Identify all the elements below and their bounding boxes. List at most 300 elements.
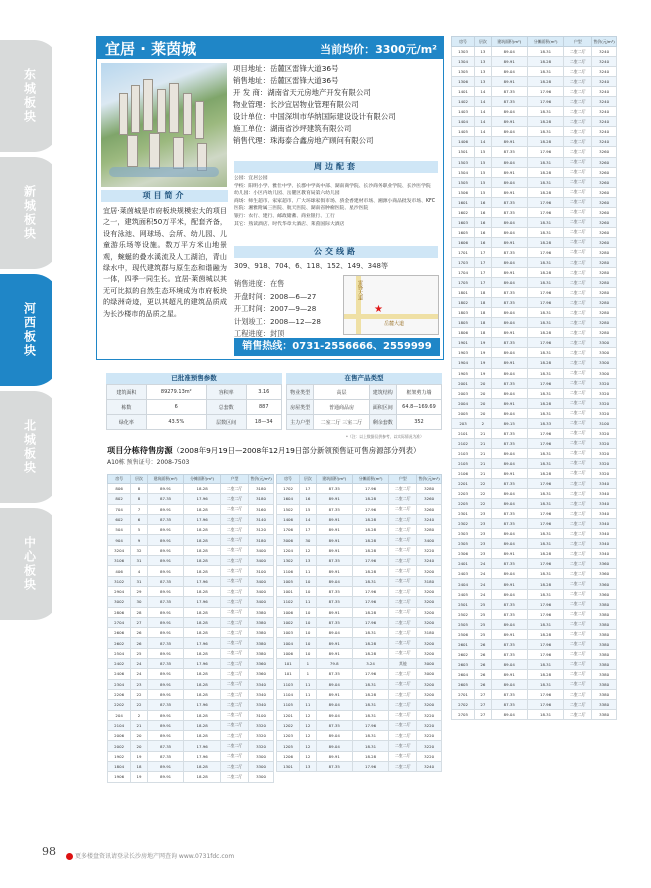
table-cell: 二室二厅: [220, 751, 248, 761]
table-cell: 25: [475, 629, 492, 639]
table-cell: 二室二厅: [564, 418, 592, 428]
table-cell: 2406: [108, 669, 131, 679]
table-cell: 22: [475, 499, 492, 509]
table-cell: 2602: [108, 638, 131, 648]
table-cell: 14: [475, 137, 492, 147]
table-row: [277, 628, 442, 638]
facility-list: [234, 175, 438, 228]
table-cell: 二室二厅: [389, 751, 417, 761]
table-cell: 204: [108, 710, 131, 720]
table-cell: 19: [131, 751, 148, 761]
table-cell: 18.28: [184, 669, 221, 679]
table-cell: 1606: [452, 237, 475, 247]
table-cell: 二室二厅: [564, 679, 592, 689]
table-row: [452, 388, 617, 398]
table-cell: 24: [475, 569, 492, 579]
tab-dongcheng[interactable]: 东城板块: [0, 40, 52, 152]
table-cell: 2202: [108, 700, 131, 710]
table-row: [452, 257, 617, 267]
table-cell: 3200: [417, 607, 442, 617]
table-cell: 二室二厅: [389, 525, 417, 535]
table-cell: 二室二厅: [220, 648, 248, 658]
table-cell: 17.96: [352, 597, 388, 607]
table-cell: 89.04: [491, 217, 527, 227]
table-cell: 89.04: [491, 67, 527, 77]
table-row: [108, 504, 274, 514]
table-cell: 二室二厅: [564, 388, 592, 398]
product-types-table: 物业类型 高层 建筑结构 框架剪力墙 房屋类型 普通商品房 面积区间 64.8—169.69 主力户型 二室二厅 三室二厅 剩余套数 352: [286, 384, 442, 430]
table-cell: 1203: [277, 731, 300, 741]
table-row: [452, 519, 617, 529]
table-cell: 87.35: [491, 609, 527, 619]
table-row: [108, 720, 274, 730]
table-cell: 3240: [592, 117, 617, 127]
table-cell: 18.28: [184, 648, 221, 658]
info-property-management: 物业管理：长沙宜居物业管理有限公司: [233, 100, 359, 109]
table-cell: 1102: [277, 597, 300, 607]
presale-stats-table: 建筑面积 89279.13m² 容积率 3.16 栋数 6 总套数 887 绿化率 43.5% 层数区间 18—34: [106, 384, 282, 430]
facility-title: 周边配套: [234, 161, 438, 173]
table-cell: 18.31: [527, 67, 563, 77]
table-cell: 23: [475, 509, 492, 519]
table-cell: 20: [475, 388, 492, 398]
table-cell: 3340: [592, 479, 617, 489]
table-row: [452, 428, 617, 438]
tab-zhongxin[interactable]: 中心板块: [0, 508, 52, 620]
table-cell: 18.28: [352, 751, 388, 761]
table-cell: 18.28: [184, 731, 221, 741]
table-cell: 18.31: [527, 529, 563, 539]
table-cell: 87.35: [491, 197, 527, 207]
table-cell: 2506: [452, 629, 475, 639]
table-cell: 17.96: [352, 669, 388, 679]
table-cell: 14: [475, 117, 492, 127]
table-cell: 26: [131, 628, 148, 638]
table-row: [452, 509, 617, 519]
table-row: [452, 378, 617, 388]
table-row: [452, 499, 617, 509]
table-cell: 3320: [592, 378, 617, 388]
table-cell: 17.96: [184, 494, 221, 504]
table-cell: 15: [475, 167, 492, 177]
table-cell: 21: [475, 448, 492, 458]
table-cell: 27: [131, 617, 148, 627]
table-row: [452, 227, 617, 237]
table-cell: 1501: [452, 147, 475, 157]
table-cell: 3320: [592, 448, 617, 458]
table-cell: 18.28: [184, 545, 221, 555]
table-cell: 二室二厅: [564, 227, 592, 237]
aerial-rendering-image: [101, 63, 227, 187]
table-cell: 12: [300, 710, 317, 720]
table-cell: 32: [131, 545, 148, 555]
table-cell: 17: [475, 247, 492, 257]
table-cell: 二室二厅: [389, 700, 417, 710]
table-cell: 18.28: [184, 556, 221, 566]
table-cell: 87.35: [491, 649, 527, 659]
table-cell: 3260: [592, 147, 617, 157]
table-cell: 11: [300, 700, 317, 710]
table-cell: 13: [300, 556, 317, 566]
table-cell: 2301: [452, 509, 475, 519]
tab-hexi[interactable]: 河西板块: [0, 274, 52, 386]
table-cell: 25: [475, 619, 492, 629]
table-cell: 89.04: [316, 679, 352, 689]
table-row: [108, 659, 274, 669]
table-cell: 二室二厅: [564, 328, 592, 338]
table-row: [452, 599, 617, 609]
table-cell: 3320: [592, 438, 617, 448]
table-row: [108, 679, 274, 689]
table-cell: 3300: [592, 348, 617, 358]
table-cell: 1306: [452, 77, 475, 87]
column-header: 分摊面积(m²): [527, 37, 563, 47]
table-cell: 3280: [592, 247, 617, 257]
table-cell: 87.35: [491, 519, 527, 529]
table-cell: 二室二厅: [564, 257, 592, 267]
table-cell: 87.35: [491, 147, 527, 157]
table-cell: 89.04: [491, 348, 527, 358]
table-cell: 3360: [249, 669, 274, 679]
table-cell: 17.96: [352, 617, 388, 627]
table-cell: 17.96: [527, 247, 563, 257]
table-cell: 1802: [452, 298, 475, 308]
column-header: 层次: [131, 475, 148, 484]
table-row: [452, 348, 617, 358]
table-cell: 3.24: [352, 659, 388, 669]
table-cell: 2304: [108, 679, 131, 689]
facility-schools: 学校：阳明小学、雅仕中学、长郡中学高中部、湖南商学院、长沙商务职业学院、长沙医学院: [234, 183, 431, 189]
table-cell: 二室二厅: [564, 127, 592, 137]
table-cell: 18.31: [527, 127, 563, 137]
table-cell: 二室二厅: [564, 288, 592, 298]
table-cell: 3240: [592, 87, 617, 97]
table-cell: 3300: [592, 338, 617, 348]
table-cell: 二室二厅: [389, 514, 417, 524]
table-cell: 3320: [592, 458, 617, 468]
table-cell: 3200: [417, 586, 442, 596]
table-cell: 87.35: [491, 378, 527, 388]
table-cell: 1701: [452, 247, 475, 257]
presale-stats-title: 已批准预售参数: [106, 373, 282, 384]
table-cell: 3380: [592, 639, 617, 649]
table-cell: 18.31: [527, 157, 563, 167]
table-cell: 二室二厅: [564, 147, 592, 157]
table-row: [108, 597, 274, 607]
table-cell: 二室二厅: [564, 207, 592, 217]
table-cell: 18.31: [527, 448, 563, 458]
table-cell: 其他: [389, 659, 417, 669]
product-types-title: 在售产品类型: [286, 373, 442, 384]
table-cell: 2904: [108, 586, 131, 596]
table-cell: 89.04: [316, 576, 352, 586]
table-cell: 2201: [452, 479, 475, 489]
table-cell: 2101: [452, 428, 475, 438]
table-row: [277, 484, 442, 494]
table-cell: 89.91: [491, 268, 527, 278]
table-cell: 87.35: [491, 479, 527, 489]
table-cell: 3240: [592, 97, 617, 107]
table-row: [277, 689, 442, 699]
table-cell: 二室二厅: [564, 237, 592, 247]
table-row: [108, 648, 274, 658]
table-cell: 1506: [452, 187, 475, 197]
table-cell: 89.91: [491, 57, 527, 67]
intro-title: 项目简介: [101, 190, 228, 202]
table-cell: 17.96: [352, 720, 388, 730]
table-cell: 二室二厅: [389, 741, 417, 751]
location-star-icon: ★: [374, 304, 383, 315]
table-cell: 二室二厅: [389, 648, 417, 658]
table-cell: 22: [131, 689, 148, 699]
table-cell: 3220: [417, 741, 442, 751]
table-cell: 18.31: [527, 589, 563, 599]
table-cell: 17.96: [352, 556, 388, 566]
table-row: [452, 268, 617, 278]
table-cell: 3380: [592, 659, 617, 669]
table-cell: 3180: [249, 484, 274, 494]
table-cell: 二室二厅: [220, 514, 248, 524]
table-cell: 3320: [592, 468, 617, 478]
table-cell: 3340: [592, 529, 617, 539]
table-cell: 二室二厅: [564, 378, 592, 388]
table-cell: 203: [452, 418, 475, 428]
table-cell: 3000: [417, 669, 442, 679]
table-cell: 87.35: [316, 597, 352, 607]
table-cell: 3380: [249, 638, 274, 648]
table-cell: 1502: [277, 504, 300, 514]
table-cell: 89.91: [316, 566, 352, 576]
table-cell: 89.91: [491, 117, 527, 127]
table-cell: 17.96: [352, 762, 388, 772]
table-cell: 18.31: [527, 388, 563, 398]
column-header: 售价(元/m²): [249, 475, 274, 484]
table-cell: 18.28: [352, 525, 388, 535]
table-row: [452, 318, 617, 328]
table-cell: 13: [300, 762, 317, 772]
table-cell: 87.35: [147, 576, 184, 586]
table-cell: 14: [475, 97, 492, 107]
table-cell: 3300: [592, 358, 617, 368]
table-cell: 二室二厅: [564, 338, 592, 348]
table-cell: 13: [475, 47, 492, 57]
table-cell: 二室二厅: [220, 628, 248, 638]
table-cell: 3260: [592, 207, 617, 217]
table-cell: 89.91: [147, 586, 184, 596]
table-cell: 6: [131, 514, 148, 524]
table-cell: 17.96: [527, 378, 563, 388]
table-cell: 二室二厅: [564, 157, 592, 167]
table-row: [277, 659, 442, 669]
table-cell: 18.28: [184, 586, 221, 596]
table-cell: 89.91: [147, 720, 184, 730]
table-cell: 89.04: [491, 589, 527, 599]
map-road-label-1: 雷锋大道: [357, 280, 363, 300]
table-cell: 二室二厅: [220, 659, 248, 669]
table-row: [452, 468, 617, 478]
table-row: [277, 545, 442, 555]
table-cell: 二室二厅: [220, 597, 248, 607]
column-header: 售价(元/m²): [417, 475, 442, 484]
table-row: [452, 690, 617, 700]
table-row: [452, 529, 617, 539]
table-row: [452, 368, 617, 378]
table-cell: 3300: [249, 762, 274, 772]
table-cell: 二室二厅: [220, 710, 248, 720]
table-cell: 89.91: [147, 525, 184, 535]
table-cell: 1901: [452, 338, 475, 348]
table-cell: 二室二厅: [564, 137, 592, 147]
table-cell: 89.04: [491, 278, 527, 288]
table-cell: 3240: [592, 67, 617, 77]
table-cell: 二室二厅: [220, 679, 248, 689]
table-cell: 19: [475, 338, 492, 348]
table-row: [277, 525, 442, 535]
table-cell: 3320: [249, 741, 274, 751]
table-row: [452, 338, 617, 348]
table-cell: 3260: [592, 157, 617, 167]
table-cell: 15: [475, 157, 492, 167]
table-cell: 20: [131, 741, 148, 751]
table-row: [452, 237, 617, 247]
table-cell: 二室二厅: [220, 566, 248, 576]
table-cell: 1: [300, 659, 317, 669]
table-cell: 1906: [108, 772, 131, 782]
table-cell: 89.91: [316, 607, 352, 617]
table-row: [108, 628, 274, 638]
table-cell: 二室二厅: [220, 669, 248, 679]
project-header: [97, 37, 443, 59]
table-cell: 3320: [592, 388, 617, 398]
table-cell: 二室二厅: [564, 107, 592, 117]
table-row: [108, 762, 274, 772]
table-cell: 3240: [417, 762, 442, 772]
table-cell: 2502: [452, 609, 475, 619]
column-header: 建筑面积(m²): [147, 475, 184, 484]
table-cell: 二室二厅: [564, 539, 592, 549]
table-row: [277, 700, 442, 710]
table-cell: 18.31: [527, 710, 563, 720]
sales-title-main: 项目分栋待售房源: [107, 445, 173, 455]
project-name: 宜居 · 莱茵城: [105, 40, 197, 58]
table-cell: 17.96: [527, 97, 563, 107]
tab-beicheng[interactable]: 北城板块: [0, 391, 52, 503]
table-cell: 89.91: [316, 494, 352, 504]
column-header: 建筑面积(m²): [491, 37, 527, 47]
table-cell: 1201: [277, 710, 300, 720]
table-row: [452, 539, 617, 549]
table-cell: 806: [108, 484, 131, 494]
table-cell: 二室二厅: [220, 586, 248, 596]
table-cell: 14: [475, 127, 492, 137]
table-cell: 89.04: [491, 308, 527, 318]
table-cell: 1806: [452, 328, 475, 338]
table-cell: 3380: [592, 700, 617, 710]
table-cell: 18.28: [352, 689, 388, 699]
table-cell: 3200: [417, 679, 442, 689]
progress-start: 开工时间：2007—9—28: [234, 304, 317, 314]
table-cell: 26: [475, 659, 492, 669]
table-cell: 二室二厅: [220, 504, 248, 514]
table-cell: 25: [475, 599, 492, 609]
table-cell: 802: [108, 494, 131, 504]
table-cell: 17.96: [527, 519, 563, 529]
table-cell: 二室二厅: [564, 629, 592, 639]
table-cell: 二室二厅: [564, 700, 592, 710]
table-row: [452, 328, 617, 338]
table-cell: 2003: [452, 388, 475, 398]
table-cell: 89.91: [147, 648, 184, 658]
table-cell: 3100: [592, 418, 617, 428]
table-cell: 3100: [249, 566, 274, 576]
table-cell: 18.31: [527, 679, 563, 689]
table-row: [452, 549, 617, 559]
table-cell: 二室二厅: [389, 535, 417, 545]
table-cell: 2601: [452, 639, 475, 649]
table-cell: 3240: [592, 57, 617, 67]
table-cell: 10: [300, 617, 317, 627]
table-cell: 3320: [592, 408, 617, 418]
table-cell: 26: [131, 638, 148, 648]
table-cell: 23: [475, 549, 492, 559]
table-cell: 10: [300, 638, 317, 648]
table-cell: 17: [300, 525, 317, 535]
info-sales-agent: 销售代理：珠海泰合鑫房地产顾问有限公司: [233, 136, 374, 145]
table-cell: 89.91: [491, 187, 527, 197]
table-cell: 18.28: [184, 628, 221, 638]
tab-xincheng[interactable]: 新城板块: [0, 157, 52, 269]
table-cell: 3140: [249, 514, 274, 524]
table-cell: 3200: [417, 566, 442, 576]
table-cell: 1903: [452, 348, 475, 358]
table-cell: 20: [131, 731, 148, 741]
table-row: [277, 720, 442, 730]
table-row: [277, 741, 442, 751]
table-cell: 87.35: [491, 428, 527, 438]
table-cell: 28: [131, 607, 148, 617]
table-cell: 二室二厅: [389, 762, 417, 772]
column-header: 分摊面积(m²): [184, 475, 221, 484]
table-cell: 89.91: [491, 167, 527, 177]
table-cell: 二室二厅: [564, 519, 592, 529]
table-row: [452, 569, 617, 579]
table-row: [108, 638, 274, 648]
table-cell: 1003: [277, 628, 300, 638]
table-cell: 3360: [249, 659, 274, 669]
table-cell: 3380: [592, 669, 617, 679]
table-cell: 3280: [592, 328, 617, 338]
table-cell: 二室二厅: [564, 77, 592, 87]
table-row: [452, 659, 617, 669]
table-cell: 89.04: [491, 157, 527, 167]
table-cell: 89.91: [491, 398, 527, 408]
table-cell: 17.96: [352, 586, 388, 596]
table-row: [452, 629, 617, 639]
table-cell: 二室二厅: [220, 545, 248, 555]
table-cell: 3220: [417, 545, 442, 555]
table-cell: 2602: [452, 649, 475, 659]
table-cell: 89.91: [491, 328, 527, 338]
table-cell: 二室二厅: [220, 525, 248, 535]
table-cell: 18.31: [527, 107, 563, 117]
table-cell: 87.35: [491, 298, 527, 308]
table-cell: 二室二厅: [389, 556, 417, 566]
table-cell: 3380: [592, 599, 617, 609]
table-row: [452, 398, 617, 408]
table-cell: 87.35: [491, 207, 527, 217]
table-cell: 87.35: [147, 597, 184, 607]
units-table-right: [451, 36, 617, 720]
